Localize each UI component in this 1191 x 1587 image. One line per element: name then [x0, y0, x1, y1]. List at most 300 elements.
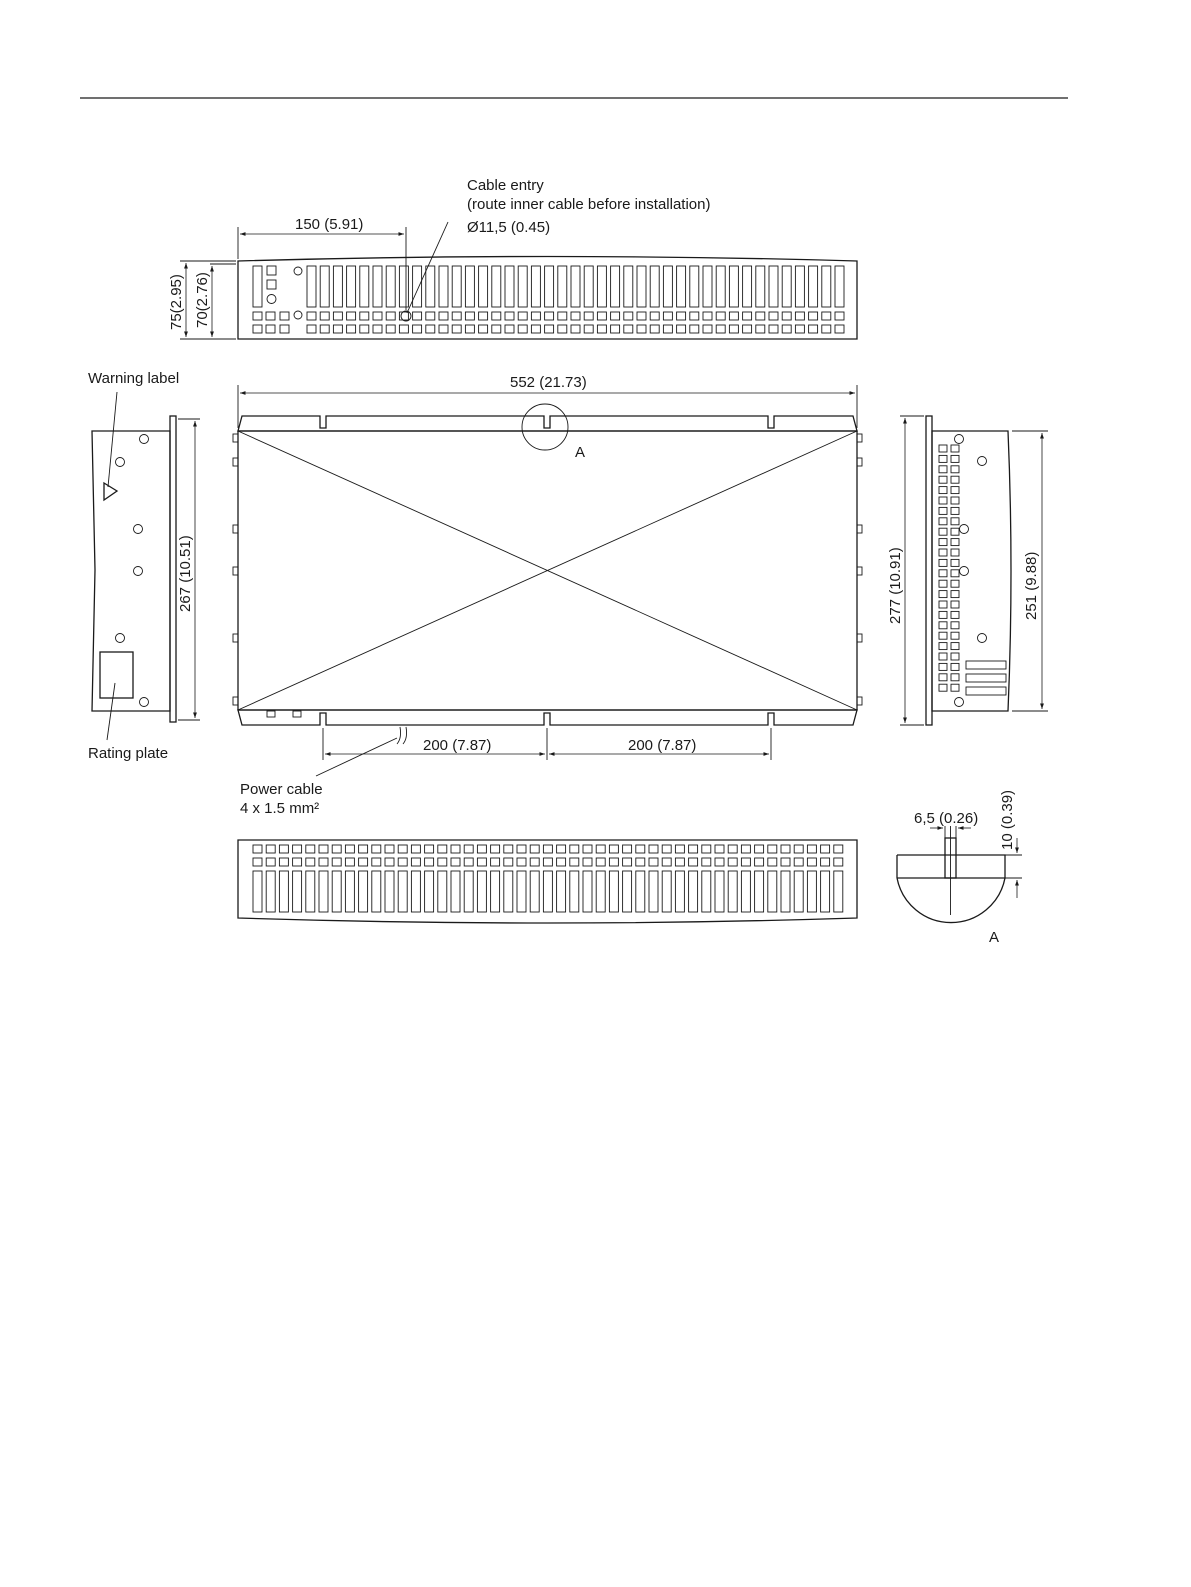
dim-side-height: 267 (10.51)	[177, 535, 194, 612]
rating-plate	[100, 652, 133, 698]
vent-square	[411, 858, 420, 866]
label-power-cable-spec: 4 x 1.5 mm²	[240, 800, 320, 817]
vent-square	[756, 312, 765, 320]
vent-square	[596, 858, 605, 866]
vent-square	[504, 845, 513, 853]
vent-square	[690, 325, 699, 333]
vent-square	[518, 325, 527, 333]
vent-slot	[266, 871, 275, 912]
vent-square	[939, 580, 947, 587]
vent-square	[951, 487, 959, 494]
vent-slot	[479, 266, 488, 307]
vent-slot	[319, 871, 328, 912]
vent-slot	[320, 266, 329, 307]
vent-square	[253, 845, 262, 853]
vent-square	[741, 845, 750, 853]
vent-slot	[373, 266, 382, 307]
vent-square	[951, 591, 959, 598]
vent-square	[477, 845, 486, 853]
vent-square	[451, 858, 460, 866]
vent-square	[373, 312, 382, 320]
vent-square	[951, 497, 959, 504]
vent-slot	[584, 266, 593, 307]
vent-slot	[649, 871, 658, 912]
vent-square	[306, 858, 315, 866]
vent-square	[636, 858, 645, 866]
front-view-dimensions	[238, 374, 857, 817]
vent-square	[386, 312, 395, 320]
right-side-view	[926, 416, 1011, 725]
vent-square	[253, 858, 262, 866]
vent-square	[649, 845, 658, 853]
vent-square	[333, 312, 342, 320]
vent-square	[279, 858, 288, 866]
right-vent-slots	[939, 445, 959, 691]
vent-slot	[372, 871, 381, 912]
vent-slot	[345, 871, 354, 912]
label-cable-entry-diameter: Ø11,5 (0.45)	[467, 219, 551, 236]
vent-slot	[741, 871, 750, 912]
vent-slot	[518, 266, 527, 307]
vent-slot	[505, 266, 514, 307]
vent-slot	[636, 871, 645, 912]
vent-square	[951, 663, 959, 670]
vent-slot	[426, 266, 435, 307]
vent-slot	[517, 871, 526, 912]
vent-square	[320, 325, 329, 333]
vent-square	[951, 528, 959, 535]
vent-square	[951, 559, 959, 566]
vent-square	[689, 845, 698, 853]
vent-square	[768, 845, 777, 853]
vent-slot	[385, 871, 394, 912]
vent-slot	[689, 871, 698, 912]
vent-square	[385, 845, 394, 853]
vent-square	[939, 466, 947, 473]
vent-slot	[439, 266, 448, 307]
vent-square	[411, 845, 420, 853]
vent-square	[530, 858, 539, 866]
vent-square	[491, 845, 500, 853]
vent-square	[809, 325, 818, 333]
vent-slot	[464, 871, 473, 912]
vent-square	[465, 312, 474, 320]
vent-square	[557, 845, 566, 853]
vent-square	[636, 845, 645, 853]
vent-square	[609, 858, 618, 866]
vent-slot	[834, 871, 843, 912]
vent-square	[584, 325, 593, 333]
vent-square	[939, 632, 947, 639]
dim-top-offset: 150 (5.91)	[295, 216, 364, 233]
vent-square	[715, 845, 724, 853]
top-vent-slots	[253, 266, 844, 333]
vent-square	[939, 539, 947, 546]
power-cable	[397, 727, 407, 744]
vent-slot	[769, 266, 778, 307]
vent-square	[557, 858, 566, 866]
vent-square	[504, 858, 513, 866]
vent-square	[703, 312, 712, 320]
vent-square	[611, 325, 620, 333]
vent-square	[319, 845, 328, 853]
vent-slot	[359, 871, 368, 912]
vent-square	[385, 858, 394, 866]
vent-slot	[571, 266, 580, 307]
vent-square	[505, 312, 514, 320]
vent-square	[359, 858, 368, 866]
vent-square	[822, 325, 831, 333]
vent-square	[951, 476, 959, 483]
vent-slot	[650, 266, 659, 307]
vent-square	[451, 845, 460, 853]
vent-slot	[794, 871, 803, 912]
vent-square	[939, 549, 947, 556]
vent-slot	[333, 266, 342, 307]
vent-square	[728, 858, 737, 866]
vent-square	[951, 622, 959, 629]
vent-square	[637, 325, 646, 333]
vent-square	[347, 325, 356, 333]
vent-square	[951, 601, 959, 608]
vent-square	[584, 312, 593, 320]
vent-square	[438, 858, 447, 866]
vent-square	[650, 325, 659, 333]
vent-square	[939, 674, 947, 681]
vent-square	[543, 845, 552, 853]
detail-a-view	[897, 790, 1022, 946]
vent-square	[951, 455, 959, 462]
vent-slot	[675, 871, 684, 912]
vent-square	[333, 325, 342, 333]
vent-square	[280, 325, 289, 333]
vent-square	[675, 845, 684, 853]
vent-square	[293, 858, 302, 866]
vent-square	[939, 591, 947, 598]
vent-square	[279, 845, 288, 853]
vent-square	[464, 845, 473, 853]
vent-square	[413, 312, 422, 320]
vent-square	[611, 312, 620, 320]
vent-square	[834, 858, 843, 866]
vent-square	[743, 312, 752, 320]
vent-slot	[756, 266, 765, 307]
vent-square	[835, 325, 844, 333]
vent-square	[596, 845, 605, 853]
vent-square	[716, 312, 725, 320]
vent-square	[821, 845, 830, 853]
vent-square	[809, 312, 818, 320]
vent-square	[266, 312, 275, 320]
vent-square	[624, 312, 633, 320]
vent-square	[558, 312, 567, 320]
detail-circle-a	[522, 404, 568, 450]
vent-square	[756, 325, 765, 333]
vent-square	[939, 445, 947, 452]
vent-slot	[596, 871, 605, 912]
vent-square	[939, 476, 947, 483]
vent-slot	[477, 871, 486, 912]
vent-square	[360, 312, 369, 320]
dim-slot-width: 6,5 (0.26)	[914, 810, 979, 827]
vent-slot	[253, 266, 262, 307]
vent-square	[505, 325, 514, 333]
vent-slot	[702, 871, 711, 912]
vent-square	[372, 858, 381, 866]
vent-square	[769, 312, 778, 320]
vent-slot	[795, 266, 804, 307]
vent-square	[821, 858, 830, 866]
vent-slot	[347, 266, 356, 307]
vent-square	[649, 858, 658, 866]
dim-width-total: 552 (21.73)	[510, 374, 587, 391]
vent-slot	[465, 266, 474, 307]
vent-square	[781, 845, 790, 853]
vent-square	[517, 858, 526, 866]
vent-square	[782, 312, 791, 320]
vent-square	[307, 312, 316, 320]
vent-slot	[715, 871, 724, 912]
vent-slot	[557, 871, 566, 912]
vent-square	[623, 845, 632, 853]
vent-slot	[438, 871, 447, 912]
vent-square	[332, 858, 341, 866]
vent-square	[266, 325, 275, 333]
vent-square	[939, 559, 947, 566]
vent-square	[426, 312, 435, 320]
vent-square	[386, 325, 395, 333]
vent-square	[939, 611, 947, 618]
vent-square	[425, 858, 434, 866]
vent-square	[675, 858, 684, 866]
vent-square	[398, 845, 407, 853]
vent-slot	[662, 871, 671, 912]
label-warning: Warning label	[88, 370, 180, 387]
vent-square	[939, 643, 947, 650]
vent-square	[768, 858, 777, 866]
vent-slot	[570, 871, 579, 912]
vent-slot	[690, 266, 699, 307]
vent-square	[662, 858, 671, 866]
vent-square	[951, 518, 959, 525]
dim-slot-depth: 10 (0.39)	[999, 789, 1016, 850]
vent-slot	[545, 266, 554, 307]
left-side-dimensions	[177, 419, 200, 720]
vent-square	[438, 845, 447, 853]
vent-square	[951, 674, 959, 681]
vent-slot	[623, 871, 632, 912]
vent-square	[951, 539, 959, 546]
vent-square	[755, 845, 764, 853]
vent-square	[347, 312, 356, 320]
vent-square	[571, 312, 580, 320]
vent-square	[464, 858, 473, 866]
vent-slot	[835, 266, 844, 307]
vent-square	[439, 312, 448, 320]
vent-square	[807, 858, 816, 866]
vent-square	[558, 325, 567, 333]
vent-square	[951, 570, 959, 577]
vent-square	[677, 325, 686, 333]
vent-slot	[504, 871, 513, 912]
vent-square	[728, 845, 737, 853]
label-power-cable: Power cable	[240, 781, 323, 798]
vent-square	[491, 858, 500, 866]
vent-slot	[360, 266, 369, 307]
vent-square	[319, 858, 328, 866]
vent-square	[951, 643, 959, 650]
vent-square	[834, 845, 843, 853]
bottom-vent-slots	[253, 845, 843, 912]
vent-square	[951, 611, 959, 618]
vent-slot	[306, 871, 315, 912]
label-cable-entry: Cable entry	[467, 177, 544, 194]
dim-bottom-spacing-left: 200 (7.87)	[423, 737, 492, 754]
vent-square	[477, 858, 486, 866]
vent-square	[425, 845, 434, 853]
vent-square	[266, 845, 275, 853]
vent-square	[280, 312, 289, 320]
vent-square	[307, 325, 316, 333]
vent-square	[345, 845, 354, 853]
vent-square	[795, 312, 804, 320]
vent-slot	[755, 871, 764, 912]
vent-slot	[531, 266, 540, 307]
vent-square	[677, 312, 686, 320]
vent-square	[399, 325, 408, 333]
vent-square	[729, 325, 738, 333]
vent-square	[822, 312, 831, 320]
vent-square	[729, 312, 738, 320]
vent-square	[426, 325, 435, 333]
vent-square	[597, 325, 606, 333]
dim-right-height-inner: 251 (9.88)	[1023, 551, 1040, 620]
bottom-view	[238, 840, 857, 923]
vent-slot	[386, 266, 395, 307]
vent-square	[571, 325, 580, 333]
vent-square	[465, 325, 474, 333]
vent-square	[939, 497, 947, 504]
vent-slot	[452, 266, 461, 307]
vent-slot	[716, 266, 725, 307]
vent-slot	[624, 266, 633, 307]
warning-triangle-icon	[104, 483, 117, 500]
vent-square	[253, 312, 262, 320]
vent-square	[951, 507, 959, 514]
vent-square	[939, 622, 947, 629]
top-view	[238, 257, 857, 340]
vent-square	[951, 580, 959, 587]
vent-slot	[663, 266, 672, 307]
vent-slot	[729, 266, 738, 307]
vent-slot	[530, 871, 539, 912]
vent-square	[306, 845, 315, 853]
vent-square	[743, 325, 752, 333]
vent-square	[951, 445, 959, 452]
vent-square	[951, 466, 959, 473]
detail-a-label: A	[989, 929, 1000, 946]
vent-slot	[583, 871, 592, 912]
vent-square	[583, 845, 592, 853]
vent-square	[663, 325, 672, 333]
vent-square	[663, 312, 672, 320]
vent-square	[531, 325, 540, 333]
vent-square	[479, 312, 488, 320]
vent-square	[492, 325, 501, 333]
vent-square	[939, 684, 947, 691]
vent-slot	[492, 266, 501, 307]
vent-square	[609, 845, 618, 853]
vent-slot	[411, 871, 420, 912]
vent-square	[716, 325, 725, 333]
vent-square	[662, 845, 671, 853]
vent-square	[360, 325, 369, 333]
vent-square	[951, 653, 959, 660]
vent-square	[741, 858, 750, 866]
vent-slot	[307, 266, 316, 307]
vent-square	[518, 312, 527, 320]
vent-square	[623, 858, 632, 866]
vent-slot	[743, 266, 752, 307]
vent-slot	[768, 871, 777, 912]
vent-square	[570, 858, 579, 866]
vent-slot	[609, 871, 618, 912]
vent-square	[939, 528, 947, 535]
detail-marker-a: A	[575, 444, 586, 461]
vent-square	[479, 325, 488, 333]
vent-square	[781, 858, 790, 866]
vent-square	[939, 601, 947, 608]
vent-square	[807, 845, 816, 853]
dim-height-outer: 75(2.95)	[168, 274, 185, 330]
vent-square	[939, 455, 947, 462]
vent-square	[690, 312, 699, 320]
vent-square	[266, 858, 275, 866]
label-rating-plate: Rating plate	[88, 745, 169, 762]
vent-square	[703, 325, 712, 333]
vent-square	[372, 845, 381, 853]
vent-slot	[781, 871, 790, 912]
vent-slot	[611, 266, 620, 307]
vent-square	[530, 845, 539, 853]
vent-square	[769, 325, 778, 333]
vent-slot	[597, 266, 606, 307]
vent-square	[939, 653, 947, 660]
vent-square	[755, 858, 764, 866]
vent-square	[794, 858, 803, 866]
left-side-view	[88, 370, 179, 762]
vent-square	[597, 312, 606, 320]
vent-square	[689, 858, 698, 866]
vent-square	[373, 325, 382, 333]
vent-slot	[728, 871, 737, 912]
vent-slot	[822, 266, 831, 307]
vent-square	[320, 312, 329, 320]
dim-right-height-outer: 277 (10.91)	[887, 547, 904, 624]
vent-square	[570, 845, 579, 853]
front-view	[233, 404, 862, 725]
vent-slot	[782, 266, 791, 307]
vent-square	[293, 845, 302, 853]
vent-slot	[451, 871, 460, 912]
vent-square	[413, 325, 422, 333]
vent-square	[452, 312, 461, 320]
vent-slot	[398, 871, 407, 912]
right-side-dimensions	[887, 416, 1048, 725]
dim-height-inner: 70(2.76)	[194, 272, 211, 328]
dim-bottom-spacing-right: 200 (7.87)	[628, 737, 697, 754]
vent-slot	[399, 266, 408, 307]
